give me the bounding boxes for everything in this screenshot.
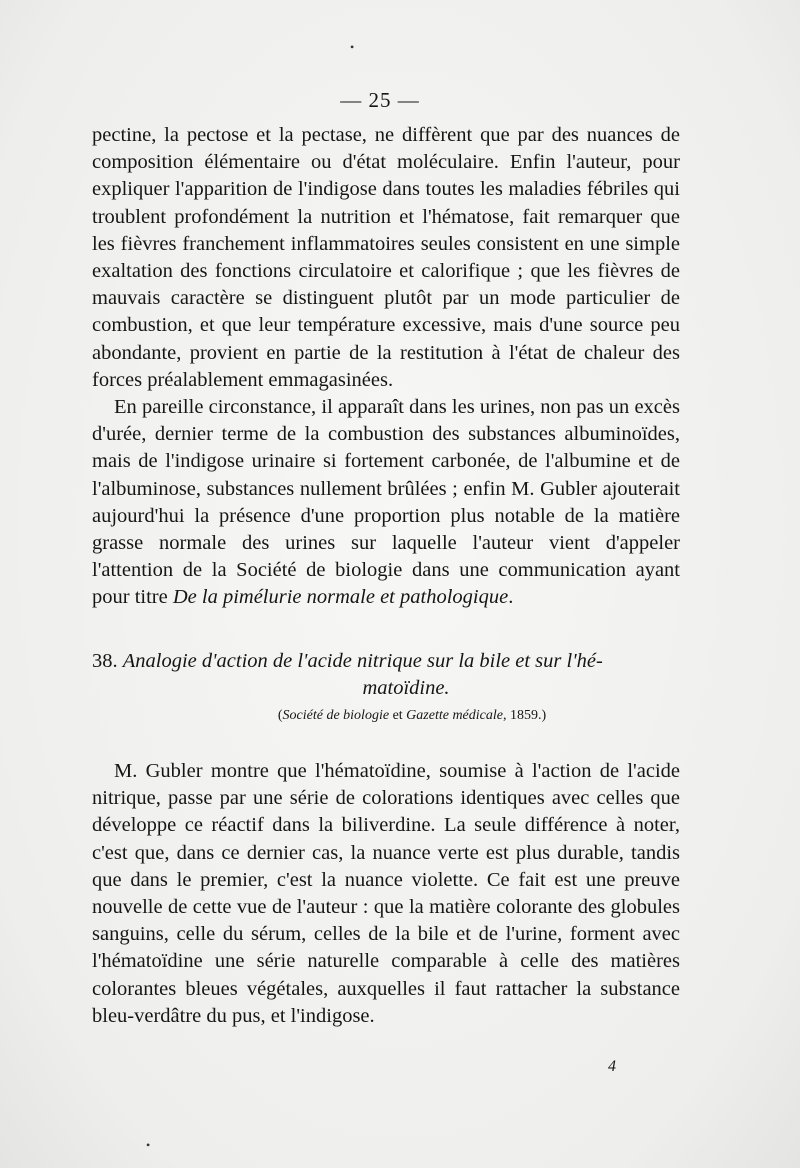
paragraph-3-text: M. Gubler montre que l'hématoïdine, soumise à l'action de l'acide nitrique, passe par une série de colorations identiques avec celles que développe ce réactif dans la biliverdine. La seule différence à noter, c'est que, dans ce dernier cas, la nuance verte est plus durable, tandis que dans le premier, c'est la nuance violette. Ce fait est une preuve nouvelle de cette vue de l'auteur : que la matière colorante des globules sanguins, celle du sérum, celles de la bile et de l'urine, forment avec l'hématoïdine une série naturelle comparable à celle des matières colorantes bleues végétales, auxquelles il faut rattacher la substance bleu-verdâtre du pus, et l'indigose. xyxy=(92,760,680,1027)
page-number: — 25 — xyxy=(340,88,420,112)
paragraph-2-title: De la pimélurie normale et pathologique xyxy=(172,586,509,609)
paragraph-2-main: En pareille circonstance, il apparaît dans les urines, non pas un excès d'urée, dernier terme de la combustion des substances albuminoïdes, mais de l'indigose urinaire si fortement carbonée, de l'albumine et de l'albuminose, substances nullement brûlées ; enfin M. Gubler ajouterait aujourd'hui la présence d'une proportion plus notable de la matière grasse normale des urines sur laquelle l'auteur vient d'appeler l'attention de la Société de biologie dans une communication ayant pour titre xyxy=(92,396,680,609)
paragraph-3 xyxy=(92,758,680,1030)
section-heading xyxy=(92,648,680,702)
source-journal-1: Société de biologie xyxy=(282,708,390,723)
section-title-line1: Analogie d'action de l'acide nitrique sur la bile et sur l'hé- xyxy=(122,650,603,672)
paragraph-2-text xyxy=(92,394,680,612)
source-citation xyxy=(232,708,592,724)
ink-speck: • xyxy=(350,40,355,54)
section-heading-line1 xyxy=(92,648,680,675)
paragraph-2 xyxy=(92,394,680,612)
source-and: et xyxy=(389,708,407,723)
signature-mark: 4 xyxy=(608,1058,616,1075)
paragraph-1-text: pectine, la pectose et la pectase, ne diffèrent que par des nuances de composition élémentaire ou d'état moléculaire. Enfin l'auteur, pour expliquer l'apparition de l'indigose dans toutes les maladies fébriles qui troublent profondément la nutrition et l'hématose, fait remarquer que les fièvres franchement inflammatoires seules consistent en une simple exaltation des fonctions circulatoire et calorifique ; que les fièvres de mauvais caractère se distinguent plutôt par un mode particulier de combustion, et que leur température excessive, mais d'une source peu abondante, provient en partie de la restitution à l'état de chaleur des forces préalablement emmagasinées. xyxy=(92,124,680,391)
source-journal-2: Gazette médicale xyxy=(406,708,503,723)
ink-speck: • xyxy=(146,1138,151,1152)
source-year: , 1859.) xyxy=(502,708,547,723)
paragraph-1 xyxy=(92,122,680,394)
source-open: ( xyxy=(277,708,283,723)
section-number: 38. xyxy=(92,650,118,672)
section-title-line2: matoïdine. xyxy=(362,677,450,699)
paragraph-2-end: . xyxy=(508,586,514,609)
